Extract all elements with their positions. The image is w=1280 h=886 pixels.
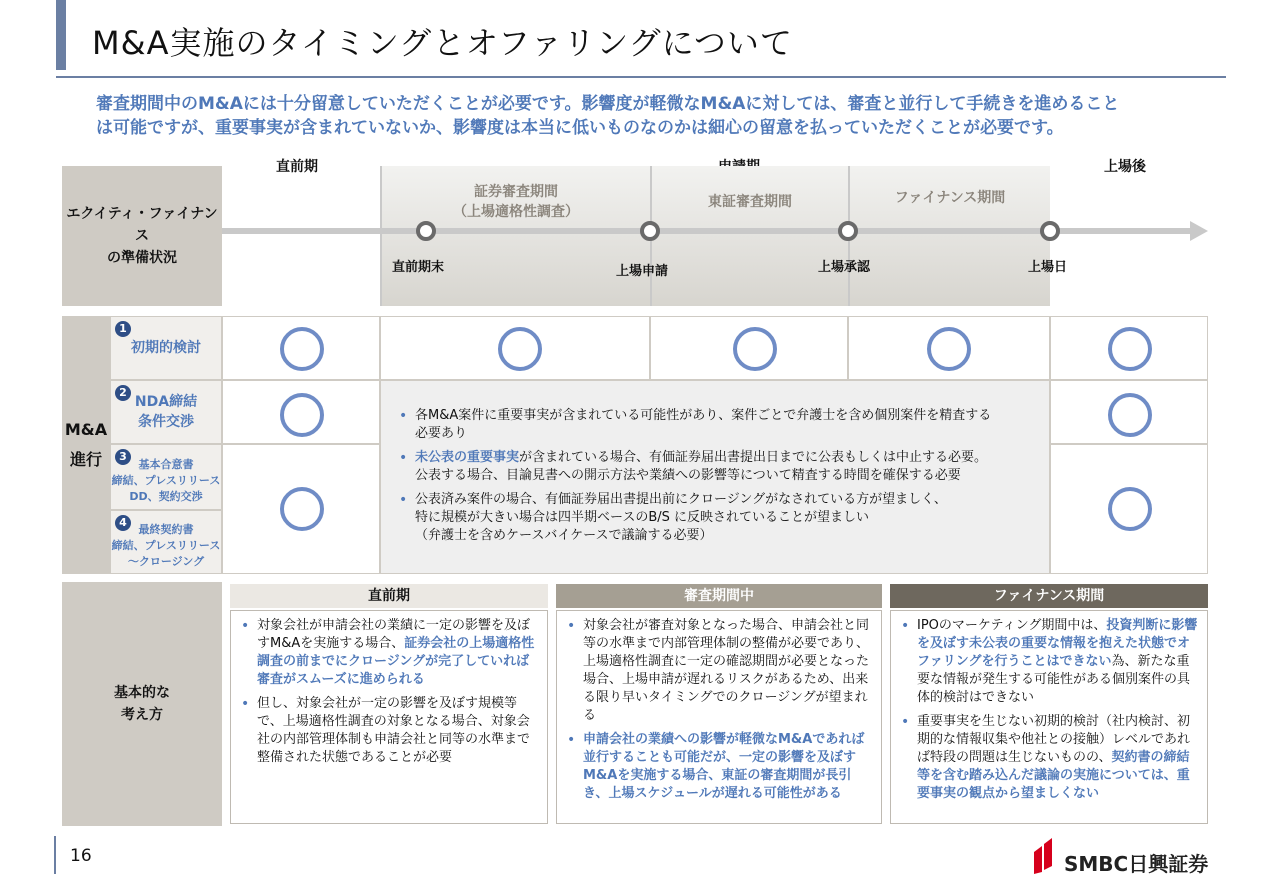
- milestone-marker-3: [838, 221, 858, 241]
- basic-pre-item-2-text: 但し、対象会社が一定の影響を及ぼす規模等で、上場適格性調査の対象となる場合、対象会社の内部管理体制も申請会社と同等の水準まで整備された状態であることが必要: [257, 696, 531, 765]
- milestone-label-2: 上場申請: [616, 264, 669, 279]
- basic-finance-item-1: [895, 617, 1201, 707]
- lead-line-2: は可能ですが、重要事実が含まれていないか、影響度は本当に低いものなのかは細心の留意を払っていただくことが必要です。: [96, 118, 1064, 138]
- basic-finance-item-1-text: IPOのマーケティング期間中は、: [917, 618, 1107, 633]
- circle-mark: [1108, 487, 1152, 531]
- step-3-line2: 締結、プレスリリース: [111, 474, 221, 487]
- basic-approach-label: [62, 582, 222, 826]
- phase-3-line1: ファイナンス期間: [894, 190, 1006, 206]
- title-accent-bar: [56, 0, 66, 70]
- step-4-line3: ～クロージング: [127, 555, 205, 568]
- circle-mark: [1108, 393, 1152, 437]
- basic-review-item-2-highlight: 申請会社の業績への影響が軽微なM&Aであれば並行することも可能だが、一定の影響を及ぼすM&Aを実施する場合、東証の審査期間が長引き、上場スケジュールが遅れる可能性がある: [583, 732, 865, 801]
- basic-col-head-review: 審査期間中: [556, 584, 882, 608]
- cell-r1-pre: [222, 316, 380, 380]
- step-4-line1: 最終契約書: [138, 523, 194, 536]
- milestone-marker-4: [1040, 221, 1060, 241]
- basic-pre-item-1: [235, 617, 541, 689]
- phase-1-line1: 証券審査期間: [474, 184, 558, 200]
- cell-r1-securities: [380, 316, 650, 380]
- ma-progress-label: [62, 316, 110, 574]
- footer-divider: [54, 836, 56, 874]
- ma-note-3-line2: 特に規模が大きい場合は四半期ベースのB/S に反映されていることが望ましい: [415, 510, 870, 525]
- milestone-label-3: 上場承認: [818, 260, 871, 275]
- lead-text: [96, 92, 1196, 140]
- milestone-marker-1: [416, 221, 436, 241]
- step-2-line2: 条件交渉: [138, 414, 194, 430]
- basic-review-item-2: [561, 731, 875, 803]
- ma-note-2-line1: が含まれている場合、有価証券届出書提出日までに公表もしくは中止する必要。: [519, 450, 988, 465]
- milestone-marker-2: [640, 221, 660, 241]
- step-number-3: 3: [115, 449, 131, 465]
- basic-col-pre: [230, 610, 548, 824]
- circle-mark: [927, 327, 971, 371]
- step-2-line1: NDA締結: [134, 394, 198, 410]
- basic-finance-item-1-text2: 為、新たな重要な情報が発生する可能性がある個別案件の具体的検討はできない: [917, 654, 1191, 705]
- cell-r1-tse: [650, 316, 848, 380]
- basic-col-head-finance: ファイナンス期間: [890, 584, 1208, 608]
- basic-label-1: 基本的な: [114, 685, 170, 701]
- ma-note-3-line3: （弁護士を含めケースバイケースで議論する必要）: [415, 528, 713, 543]
- basic-finance-item-2-text: 重要事実を生じない初期的検討（社内検討、初期的な情報収集や他社との接触）レベルであれば特段の問題は生じないものの、: [917, 714, 1191, 765]
- phase-finance: [848, 166, 1050, 306]
- ma-note-1: [393, 407, 1041, 443]
- company-logo-icon: [1030, 838, 1058, 874]
- ma-note-3: [393, 491, 1041, 545]
- basic-review-item-1-text: 対象会社が審査対象となった場合、申請会社と同等の水準まで内部管理体制の整備が必要であり、上場適格性調査に一定の確認期間が必要となった場合、上場申請が遅れるリスクがあるため、出来る限り早いタイミングでのクロージングが望まれる: [583, 618, 870, 723]
- basic-finance-item-1-highlight: 投資判断に影響を及ぼす未公表の重要な情報を抱えた状態でオファリングを行うことはできない: [917, 618, 1198, 669]
- basic-pre-item-1-text: 対象会社が申請会社の業績に一定の影響を及ぼすM&Aを実施する場合、: [257, 618, 531, 651]
- basic-review-item-1: [561, 617, 875, 725]
- cell-r2-post: [1050, 380, 1208, 444]
- milestone-label-4: 上場日: [1028, 260, 1068, 275]
- page-number: 16: [70, 846, 92, 866]
- company-logo-text: SMBC日興証券: [1064, 852, 1209, 876]
- ma-label-1: M&A: [64, 420, 108, 439]
- period-head-post: 上場後: [1104, 159, 1146, 175]
- cell-r1-post: [1050, 316, 1208, 380]
- cell-r34-post: [1050, 444, 1208, 574]
- timeline-row-label: [62, 166, 222, 306]
- phase-2-line1: 東証審査期間: [708, 194, 792, 210]
- step-4-line2: 締結、プレスリリース: [111, 539, 221, 552]
- milestone-label-1: 直前期末: [392, 260, 445, 275]
- basic-pre-item-2: [235, 695, 541, 767]
- circle-mark: [498, 327, 542, 371]
- step-3-line1: 基本合意書: [138, 458, 194, 471]
- ma-step-3: [110, 444, 222, 510]
- step-3-line3: DD、契約交渉: [129, 490, 203, 503]
- step-number-2: 2: [115, 385, 131, 401]
- cell-r34-pre: [222, 444, 380, 574]
- circle-mark: [280, 487, 324, 531]
- circle-mark: [280, 327, 324, 371]
- timeline-row-label-2: の準備状況: [107, 250, 177, 266]
- step-number-1: 1: [115, 321, 131, 337]
- basic-finance-item-2-highlight: 契約書の締結等を含む踏み込んだ議論の実施については、重要事実の観点から望ましくない: [917, 750, 1190, 801]
- cell-r1-finance: [848, 316, 1050, 380]
- cell-r2-pre: [222, 380, 380, 444]
- ma-note-2-line2: 公表する場合、目論見書への開示方法や業績への影響等について精査する時間を確保する必要: [415, 468, 961, 483]
- timeline-arrow-head: [1190, 221, 1208, 241]
- basic-col-head-pre: 直前期: [230, 584, 548, 608]
- ma-step-2: [110, 380, 222, 444]
- ma-note-3-line1: • 公表済み案件の場合、有価証券届出書提出前にクロージングがなされている方が望ましく、: [415, 492, 947, 507]
- period-head-pre: 直前期: [276, 159, 318, 175]
- ma-note-1-line1: • 各M&A案件に重要事実が含まれている可能性があり、案件ごとで弁護士を含め個別案件を精査する: [415, 408, 992, 423]
- ma-label-2: 進行: [69, 450, 102, 469]
- circle-mark: [1108, 327, 1152, 371]
- ma-step-1: [110, 316, 222, 380]
- lead-line-1: 審査期間中のM&Aには十分留意していただくことが必要です。影響度が軽微なM&Aに対しては、審査と並行して手続きを進めること: [96, 94, 1120, 114]
- ma-note-2: [393, 449, 1041, 485]
- circle-mark: [280, 393, 324, 437]
- ma-note-1-line2: 必要あり: [415, 426, 468, 441]
- basic-finance-item-2: [895, 713, 1201, 803]
- step-1-label: 初期的検討: [131, 340, 201, 356]
- basic-col-review: [556, 610, 882, 824]
- ma-notes-box: [380, 380, 1050, 574]
- basic-col-finance: [890, 610, 1208, 824]
- basic-label-2: 考え方: [121, 707, 163, 723]
- timeline-row-label-1: エクイティ・ファイナンス: [66, 206, 218, 244]
- page-title: M&A実施のタイミングとオファリングについて: [92, 24, 793, 62]
- phase-tse-review: [650, 166, 848, 306]
- ma-note-2-highlight: 未公表の重要事実: [415, 450, 520, 465]
- ma-step-4: [110, 510, 222, 574]
- circle-mark: [733, 327, 777, 371]
- title-divider: [56, 76, 1226, 78]
- basic-pre-item-1-highlight: 証券会社の上場適格性調査の前までにクロージングが完了していれば審査がスムーズに進められる: [257, 636, 535, 687]
- phase-1-line2: （上場適格性調査）: [453, 204, 579, 220]
- step-number-4: 4: [115, 515, 131, 531]
